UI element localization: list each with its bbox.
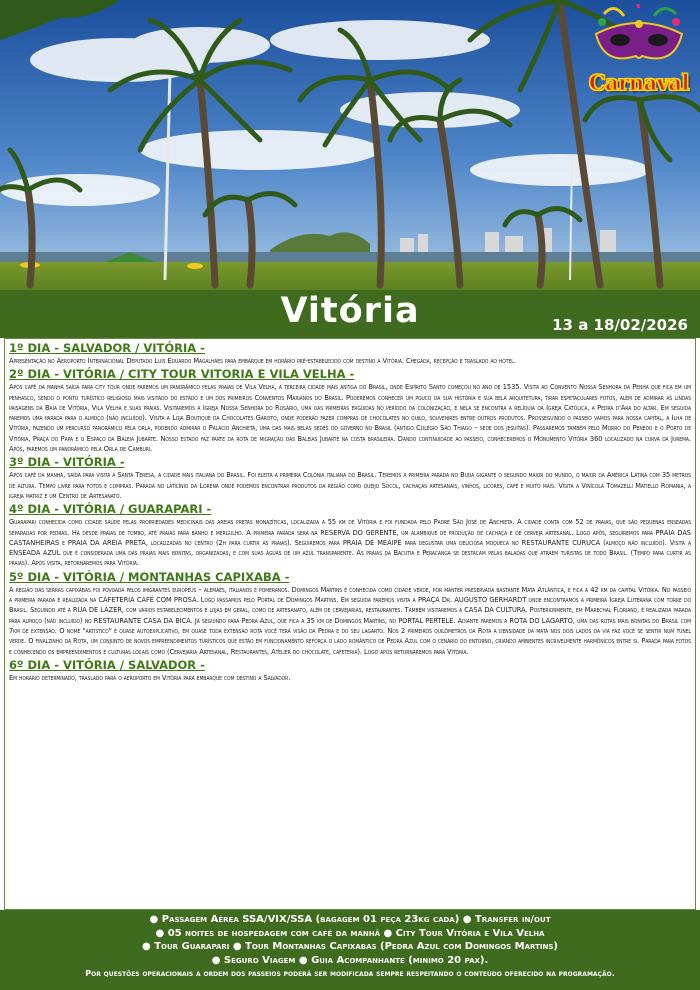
- includes-line: ● Passagem Aérea SSA/VIX/SSA (bagagem 01 peça 23kg cada) ● Transfer in/out: [149, 914, 551, 925]
- trip-dates: 13 a 18/02/2026: [552, 316, 688, 334]
- day-1-title: 1º DIA - SALVADOR / VITÓRIA -: [9, 341, 205, 355]
- day-5-text: A região das serras capixabas foi povoada pelos imigrantes europeus – alemães, italianos e pomeranos. Domingos Martins é conhecida como cidade verde, por manter preservada bastante Mata Atlântica, e fica a 42 km da capital Vitória. No passeio a primeira parada é realizada na CAFETERIA CAFÉ COM PROSA. Logo passamos pelo Portal de Domingos Martins. Em seguida faremos visita a PRAÇA Dr. AUGUSTO GERHARDT onde encontramos a primeira Igreja Luterana com torre do Brasil. Seguindo até a RUA DE LAZER, com vários estabelecimentos e lojas em geral, como de artesanato, além de cervejarias, restaurantes. Também visitaremos a CASA DA CULTURA. Posteriormente, em Marechal Floriano, é realizada parada para almoço (não incluído) no RESTAURANTE CASA DA BICA. Já seguindo para Pedra Azul, que fica a 35 km de Domingos Martins, no PORTAL PERTELE. Adiante faremos a ROTA DO LAGARTO, uma das rotas mais bonitas do Brasil com 7km de extensão. O nome "artístico" é quase autoexplicativo, em quase toda extensão rota você terá visão da Pedra e do seu lagarto. Nos 2 primeiros quilômetros da Rota a densidade da mata nos dois lados da via faz você se sentir num túnel verde. O finalzinho da Rota, um conjunto de novos empreendimentos turísticos que estão em funcionamento reforça o lado romântico de Pedra Azul com o cenário do entorno, criando ambientes incrivelmente harmônicos entre si. Parada para fotos e conhecendo os empreendimentos e culturas locais como (Cervejaria Artesanal, Restaurantes, Atelier do chocolate, cafeteria). Logo após retornaremos para Vitória.: [9, 584, 691, 656]
- day-1-text: Apresentação no Aeroporto Internacional Deputado Luís Eduardo Magalhães para embarque em horário pré-estabelecido com destino a Vitória. Chegada, recepção e traslado ao hotel.: [9, 356, 516, 365]
- includes-line: ● 05 noites de hospedagem com café da manhã ● City Tour Vitória e Vila Velha: [155, 927, 545, 939]
- day-6-title: 6º DIA - VITÓRIA / SALVADOR -: [9, 657, 205, 672]
- page-title: Vitória: [280, 291, 420, 331]
- day-3-title: 3º DIA - VITÓRIA -: [9, 455, 125, 470]
- day-4-text: Guarapari conhecida como cidade saúde pelas propriedades medicinais das areias pretas monazíticas, localizada a 55 km de Vitória e foi fundada pelo Padre São José de Anchieta. A cidade conta com 52 de praias, que são pequenas enseadas separadas por pedras. Há desde praias de tombo, até praias para banho e mergulho. A primeira parada será na RESERVA DO GERENTE, um alambique de produção de cachaça e de cerveja artesanal. Logo após, seguiremos para PRAIA DAS CASTANHEIRAS e PRAIA DA AREIA PRETA, localizadas no centro (2h para curtir as praias). Seguiremos para PRAIA DE MEAIPE para degustar uma deliciosa moqueca no RESTAURANTE CURUCA (almoço não incluído). Visita a ENSEADA AZUL que é considerada uma das praias mais bonitas, organizadas, e com suas águas de um azul transparente. As praias da Bacutia e Peracanga se destacam pelas baladas que atraem turistas de todo Brasil. (Tempo para curtir as praias). Após visita, retornaremos para Vitória.: [9, 517, 691, 568]
- includes-footer: [0, 910, 700, 990]
- day-2-title: 2º DIA - VITÓRIA / CITY TOUR VITORIA E VILA VELHA -: [9, 367, 355, 382]
- day-3-text: Após café da manhã, saída para visita a Santa Teresa, a cidade mais italiana do Brasil. Foi eleita a primeira Colônia italiana do Brasil. Teremos a primeira parada no Buda gigante o segundo maior do mundo, o maior da América Latina com 35 metros de altura. Tempo livre para fotos e compras. Parada no laticínio da Lorena onde podemos encontrar produtos da região como queijo Socol, cachaças artesanais, vinhos, licores, café e muito mais. Visita a Vinícola Tomazelli Matiello Romania, a igreja matriz e um Centro de Artesanato.: [9, 470, 691, 500]
- day-4-title: 4º DIA - VITÓRIA / GUARAPARI -: [9, 502, 212, 517]
- operational-note: Por questões operacionais a ordem dos passeios poderá ser modificada sempre respeitando o conteúdo oferecido na programação.: [85, 969, 615, 978]
- includes-line: ● Seguro Viagem ● Guia Acompanhante (minimo 20 pax).: [211, 954, 489, 966]
- carnival-badge: [584, 4, 694, 108]
- carnival-label: Carnaval: [588, 70, 690, 95]
- day-2-text: Após café da manhã saída para city tour onde faremos um panorâmico pelas praias de Vila Velha, a terceira cidade mais antiga do Brasil, onde Espírito Santo começou no ano de 1535. Visita ao Convento Nossa Senhora da Penha que fica em um penhasco, sendo o ponto turístico religioso mais visitado do estado e um dos primeiros Conventos Marianos do Brasil. Poderemos conhecer um pouco da sua história e sua bela arquitetura, tirar espetaculares fotos, além de admirar as lindas paisagens da Baía de Vitória, Vila Velha e suas praias. Visitaremos a Igreja Nossa Senhora do Rosário, uma das primeiras erguidas no período da colonização, e nela se encontra a relíquia da Igreja Católica, a Pedra d'Ara do altar. Em seguida faremos uma parada para o almoço (não incluído). Visita a Loja Boutique da Chocolates Garoto, onde poderão fazer compras de chocolates no quilo, souvenires entre outros produtos. Prosseguindo o passeio vamos para nossa capital, a Ilha de Vitória, fazendo um percurso panorâmico pela orla, podendo admirar o Palácio Anchieta, uma das mais belas sedes do governo no Brasil (antigo Colégio São Thiago – sede dos jesuítas). Passaremos também pelo Morro do Penedo e o Porto de Vitória, Praça do Papa e o Espaço da Baleia Jubarte. Nosso estado faz parte da rota de migração das Baleias Jubarte na costa brasileira. Dando continuidade ao passeio, conheceremos o Monumento Vitória 360 localizado na curva da Jurema. Após, faremos um panorâmico pela Orla de Camburi.: [9, 382, 691, 454]
- itinerary: [4, 338, 696, 910]
- day-5-title: 5º DIA - VITÓRIA / MONTANHAS CAPIXABA -: [9, 569, 290, 584]
- day-6-text: Em horário determinado, traslado para o aeroporto em Vitória para embarque com destino a Salvador.: [9, 672, 291, 682]
- hero-photo: [0, 0, 700, 290]
- includes-line: ● Tour Guarapari ● Tour Montanhas Capixabas (Pedra Azul com Domingos Martins): [142, 941, 558, 952]
- carnival-mask-icon: [584, 4, 694, 74]
